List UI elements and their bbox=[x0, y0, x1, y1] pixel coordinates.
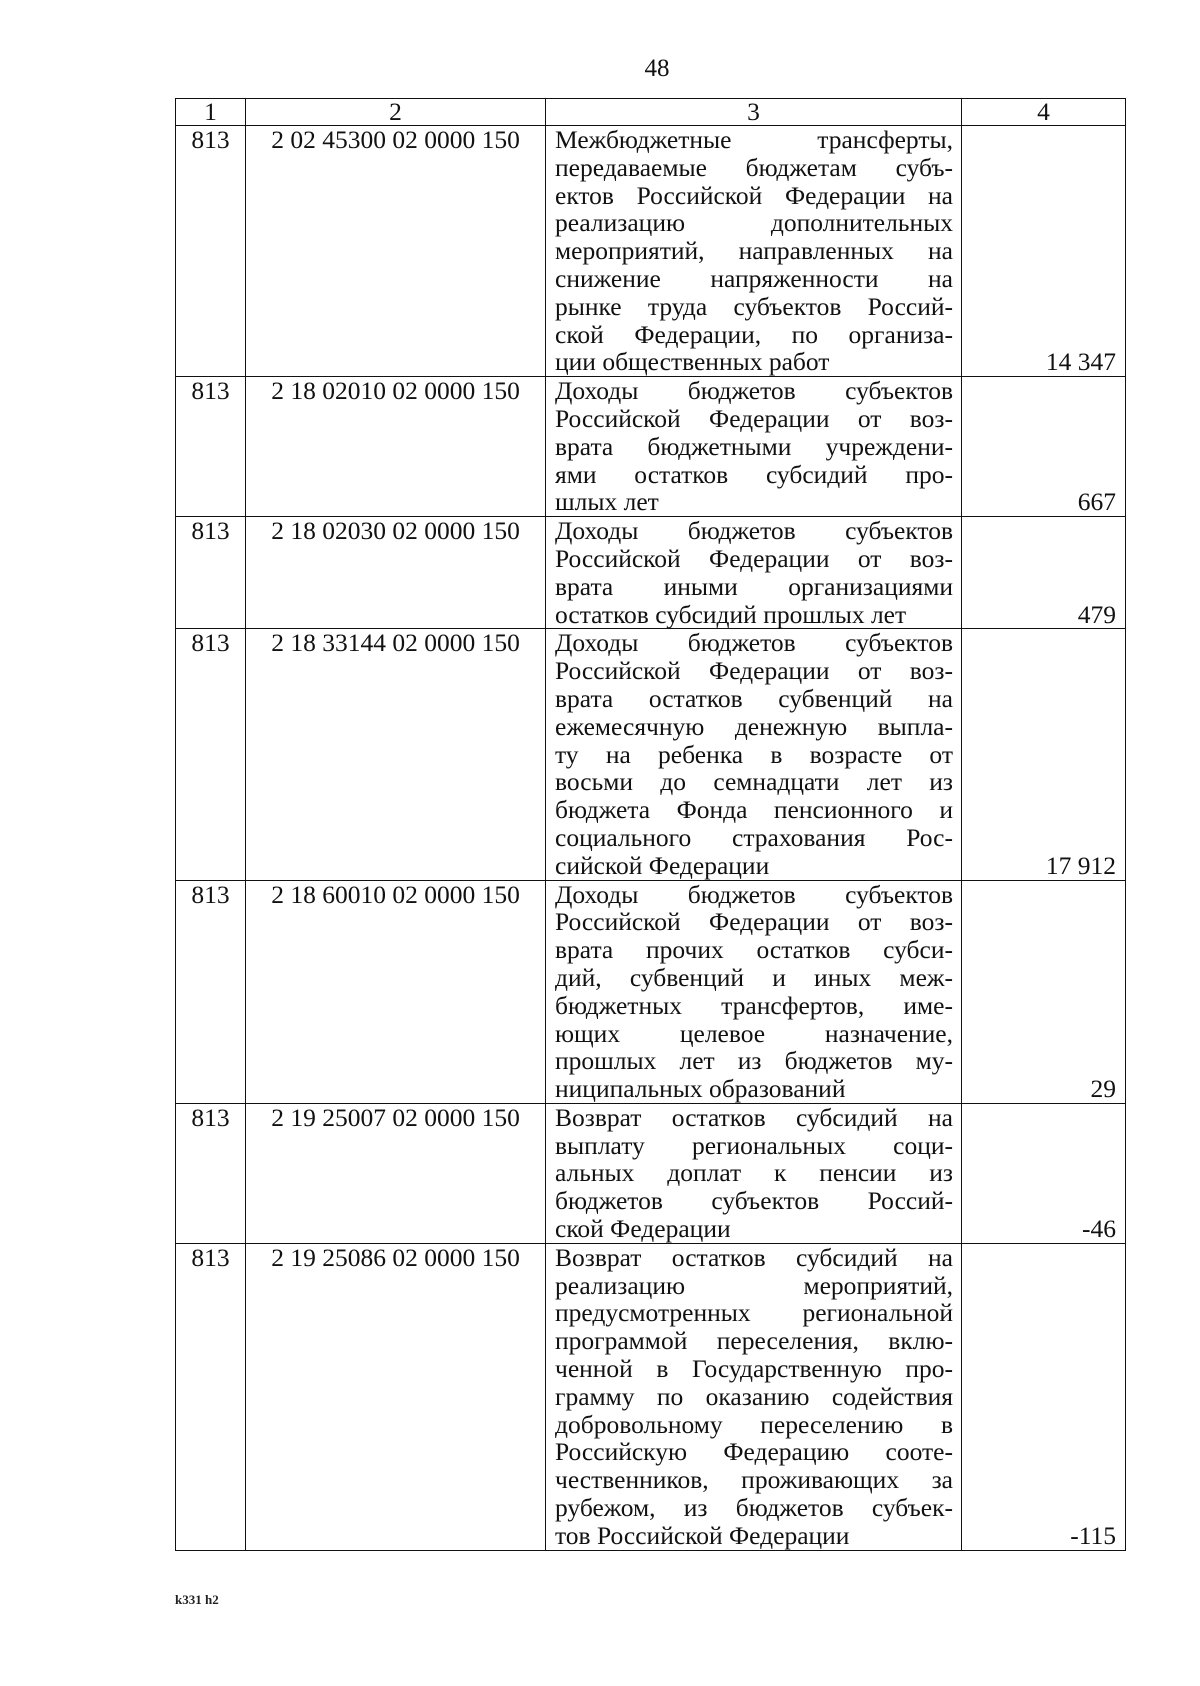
revenue-name-line: бюджетов субъектов Россий- bbox=[555, 1186, 953, 1216]
table-row bbox=[176, 1243, 1126, 1550]
footer-mark: k331 h2 bbox=[175, 1592, 219, 1607]
amount-cell: -46 bbox=[962, 1103, 1126, 1243]
revenue-name-line: чественников, проживающих за bbox=[555, 1465, 953, 1495]
revenue-name-line: Российской Федерации от воз- bbox=[555, 543, 953, 573]
revenue-name-line: ской Федерации, по организа- bbox=[555, 319, 953, 349]
revenue-name-line: ющих целевое назначение, bbox=[555, 1018, 953, 1048]
revenue-name-line: ции общественных работ bbox=[555, 347, 830, 377]
revenue-name-line: ниципальных образований bbox=[555, 1074, 846, 1104]
revenue-name-line: Российскую Федерацию соотe- bbox=[555, 1437, 953, 1467]
revenue-name-cell bbox=[546, 1103, 962, 1243]
table-row bbox=[176, 1103, 1126, 1243]
kbk-code-cell: 2 18 02010 02 0000 150 bbox=[246, 377, 546, 517]
amount-cell: 29 bbox=[962, 880, 1126, 1103]
kbk-code-cell: 2 19 25007 02 0000 150 bbox=[246, 1103, 546, 1243]
table-row bbox=[176, 629, 1126, 880]
kbk-code-cell: 2 18 33144 02 0000 150 bbox=[246, 629, 546, 880]
header-col-1: 1 bbox=[176, 99, 246, 126]
header-col-2: 2 bbox=[246, 99, 546, 126]
amount-cell: 667 bbox=[962, 377, 1126, 517]
revenue-name-line: тов Российской Федерации bbox=[555, 1520, 850, 1550]
admin-code-cell: 813 bbox=[176, 126, 246, 377]
revenue-name-line: реализацию мероприятий, bbox=[555, 1270, 953, 1300]
revenue-name-line: передаваемые бюджетам субъ- bbox=[555, 152, 953, 182]
revenue-name-line: Возврат остатков субсидий на bbox=[555, 1242, 953, 1272]
revenue-name-line: ежемесячную денежную выпла- bbox=[555, 711, 953, 741]
revenue-name-line: Доходы бюджетов субъектов bbox=[555, 879, 953, 909]
revenue-name-line: ченной в Государственную про- bbox=[555, 1354, 953, 1384]
revenue-name-line: врата остатков субвенций на bbox=[555, 683, 953, 713]
revenue-name-line: Межбюджетные трансферты, bbox=[555, 125, 953, 154]
revenue-name-cell bbox=[546, 377, 962, 517]
budget-revenue-table bbox=[175, 98, 1126, 1551]
revenue-name-cell bbox=[546, 880, 962, 1103]
admin-code-cell: 813 bbox=[176, 517, 246, 629]
amount-cell: 17 912 bbox=[962, 629, 1126, 880]
table-body bbox=[176, 126, 1126, 1551]
revenue-name-line: альных доплат к пенсии из bbox=[555, 1158, 953, 1188]
page-number: 48 bbox=[644, 55, 670, 82]
revenue-name-line: социального страхования Рос- bbox=[555, 822, 953, 852]
table-row bbox=[176, 880, 1126, 1103]
revenue-name-cell bbox=[546, 1243, 962, 1550]
revenue-name-line: снижение напряженности на bbox=[555, 263, 953, 293]
kbk-code-cell: 2 19 25086 02 0000 150 bbox=[246, 1243, 546, 1550]
table-row bbox=[176, 377, 1126, 517]
header-col-4: 4 bbox=[962, 99, 1126, 126]
revenue-name-line: Возврат остатков субсидий на bbox=[555, 1102, 953, 1132]
revenue-name-line: Российской Федерации от воз- bbox=[555, 907, 953, 937]
revenue-name-line: грамму по оказанию содействия bbox=[555, 1381, 953, 1411]
revenue-name-line: ту на ребенка в возрасте от bbox=[555, 739, 953, 769]
revenue-name-line: сийской Федерации bbox=[555, 850, 770, 880]
revenue-name-line: врата бюджетными учреждени- bbox=[555, 431, 953, 461]
revenue-name-line: предусмотренных региональной bbox=[555, 1298, 953, 1328]
amount-cell: 479 bbox=[962, 517, 1126, 629]
revenue-name-line: выплату региональных соци- bbox=[555, 1130, 953, 1160]
revenue-name-line: ской Федерации bbox=[555, 1214, 731, 1244]
revenue-name-line: рубежом, из бюджетов субъек- bbox=[555, 1493, 953, 1523]
table-row bbox=[176, 517, 1126, 629]
table-header-row bbox=[176, 99, 1126, 126]
revenue-name-line: мероприятий, направленных на bbox=[555, 236, 953, 266]
admin-code-cell: 813 bbox=[176, 1243, 246, 1550]
revenue-name-line: Российской Федерации от воз- bbox=[555, 656, 953, 686]
revenue-name-cell bbox=[546, 517, 962, 629]
revenue-name-line: Доходы бюджетов субъектов bbox=[555, 628, 953, 658]
revenue-name-line: остатков субсидий прошлых лет bbox=[555, 599, 907, 629]
revenue-name-line: дий, субвенций и иных меж- bbox=[555, 962, 953, 992]
kbk-code-cell: 2 18 60010 02 0000 150 bbox=[246, 880, 546, 1103]
revenue-name-line: бюджетных трансфертов, име- bbox=[555, 990, 953, 1020]
kbk-code-cell: 2 18 02030 02 0000 150 bbox=[246, 517, 546, 629]
revenue-name-line: прошлых лет из бюджетов му- bbox=[555, 1046, 953, 1076]
admin-code-cell: 813 bbox=[176, 1103, 246, 1243]
revenue-name-line: ями остатков субсидий про- bbox=[555, 459, 953, 489]
revenue-name-line: врата прочих остатков субси- bbox=[555, 935, 953, 965]
revenue-name-line: врата иными организациями bbox=[555, 571, 953, 601]
revenue-name-line: восьми до семнадцати лет из bbox=[555, 767, 953, 797]
kbk-code-cell: 2 02 45300 02 0000 150 bbox=[246, 126, 546, 377]
revenue-name-line: программой переселения, вклю- bbox=[555, 1326, 953, 1356]
revenue-name-line: Доходы бюджетов субъектов bbox=[555, 516, 953, 546]
amount-cell: -115 bbox=[962, 1243, 1126, 1550]
revenue-name-line: рынке труда субъектов Россий- bbox=[555, 291, 953, 321]
revenue-name-cell bbox=[546, 126, 962, 377]
revenue-name-line: Доходы бюджетов субъектов bbox=[555, 376, 953, 406]
amount-cell: 14 347 bbox=[962, 126, 1126, 377]
revenue-name-line: реализацию дополнительных bbox=[555, 208, 953, 238]
revenue-name-line: Российской Федерации от воз- bbox=[555, 403, 953, 433]
table-row bbox=[176, 126, 1126, 377]
admin-code-cell: 813 bbox=[176, 629, 246, 880]
header-col-3: 3 bbox=[546, 99, 962, 126]
revenue-name-line: шлых лет bbox=[555, 487, 659, 517]
revenue-name-line: ектов Российской Федерации на bbox=[555, 180, 953, 210]
revenue-name-cell bbox=[546, 629, 962, 880]
revenue-name-line: добровольному переселению в bbox=[555, 1409, 953, 1439]
admin-code-cell: 813 bbox=[176, 880, 246, 1103]
revenue-name-line: бюджета Фонда пенсионного и bbox=[555, 795, 953, 825]
admin-code-cell: 813 bbox=[176, 377, 246, 517]
